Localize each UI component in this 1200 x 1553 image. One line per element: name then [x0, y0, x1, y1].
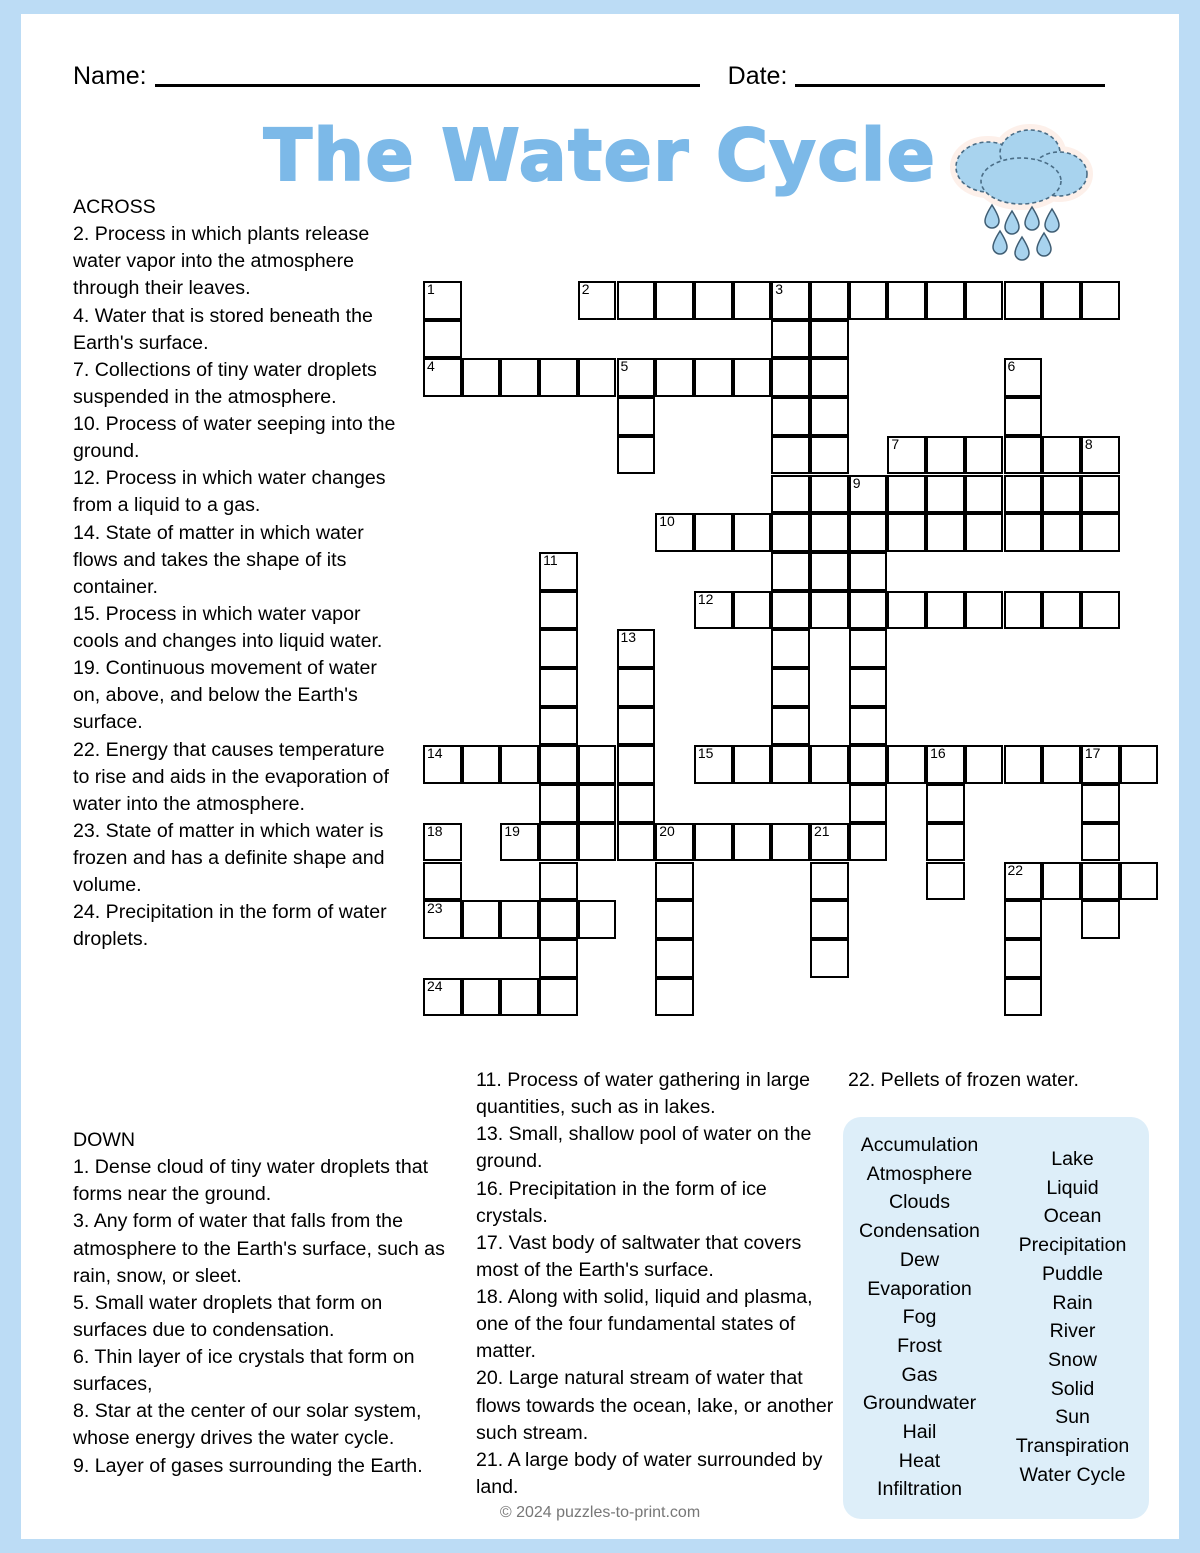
- crossword-cell[interactable]: [539, 591, 578, 630]
- word-bank-word: Groundwater: [862, 1392, 977, 1415]
- crossword-cell[interactable]: [849, 281, 888, 320]
- crossword-cell[interactable]: [849, 784, 888, 823]
- crossword-cell[interactable]: [810, 358, 849, 397]
- word-bank-word: Clouds: [889, 1191, 950, 1214]
- crossword-cell[interactable]: [539, 784, 578, 823]
- across-clue-item: 14. State of matter in which water flows and takes the shape of its container.: [73, 521, 370, 598]
- crossword-cell[interactable]: [1042, 513, 1081, 552]
- crossword-cell[interactable]: [655, 358, 694, 397]
- crossword-cell-number: 1: [427, 281, 435, 297]
- word-bank-word: Evaporation: [867, 1277, 972, 1300]
- crossword-cell-start-11[interactable]: [539, 552, 578, 591]
- word-bank-word: Rain: [1052, 1291, 1093, 1314]
- crossword-cell-number: 12: [697, 590, 714, 607]
- word-bank-column-left: [843, 1131, 996, 1519]
- crossword-cell[interactable]: [733, 823, 772, 862]
- crossword-cell[interactable]: [887, 281, 926, 320]
- crossword-cell[interactable]: [539, 745, 578, 784]
- crossword-cell[interactable]: [578, 784, 617, 823]
- word-bank-word: Lake: [1051, 1148, 1094, 1170]
- across-clue-item: 7. Collections of tiny water droplets suspended in the atmosphere.: [73, 358, 383, 408]
- crossword-cell-start-20[interactable]: [655, 823, 694, 862]
- crossword-cell[interactable]: [617, 397, 656, 436]
- worksheet-page: [21, 14, 1179, 1539]
- crossword-cell-start-2[interactable]: [578, 281, 617, 320]
- word-bank-word: Snow: [1047, 1348, 1097, 1371]
- crossword-cell[interactable]: [539, 629, 578, 668]
- crossword-cell[interactable]: [655, 939, 694, 978]
- crossword-cell[interactable]: [539, 707, 578, 746]
- crossword-cell[interactable]: [733, 591, 772, 630]
- crossword-cell[interactable]: [423, 862, 462, 901]
- crossword-cell[interactable]: [810, 862, 849, 901]
- down-clue-item: 18. Along with solid, liquid and plasma, one of the four fundamental states of matter.: [476, 1286, 819, 1363]
- name-label: Name:: [73, 62, 147, 90]
- crossword-cell[interactable]: [1042, 591, 1081, 630]
- crossword-cell[interactable]: [617, 784, 656, 823]
- crossword-cell[interactable]: [1081, 475, 1120, 514]
- down-clue-item: 6. Thin layer of ice crystals that form on surfaces,: [73, 1346, 421, 1396]
- across-clue-item: 19. Continuous movement of water on, above, and below the Earth's surface.: [73, 657, 383, 734]
- crossword-cell-number: 24: [427, 977, 443, 994]
- across-clue-item: 22. Energy that causes temperature to rise and aids in the evaporation of water into the atmosphere.: [73, 738, 395, 815]
- across-clue-heading: ACROSS: [73, 196, 156, 218]
- crossword-cell-number: 10: [659, 513, 675, 530]
- crossword-cell[interactable]: [578, 358, 617, 397]
- crossword-cell[interactable]: [1042, 862, 1081, 901]
- crossword-cell[interactable]: [810, 436, 849, 475]
- crossword-cell-number: 21: [814, 822, 830, 839]
- crossword-cell-number: 14: [427, 745, 443, 762]
- down-clue-item: 11. Process of water gathering in large quantities, such as in lakes.: [476, 1069, 816, 1119]
- crossword-cell[interactable]: [771, 629, 810, 668]
- crossword-cell[interactable]: [1081, 513, 1120, 552]
- word-bank-word: Fog: [902, 1306, 937, 1329]
- crossword-cell[interactable]: [810, 397, 849, 436]
- crossword-cell[interactable]: [539, 978, 578, 1017]
- crossword-cell[interactable]: [771, 358, 810, 397]
- crossword-cell[interactable]: [539, 668, 578, 707]
- crossword-cell-start-22[interactable]: [1004, 862, 1043, 901]
- crossword-cell[interactable]: [1004, 939, 1043, 978]
- word-bank-word: Sun: [1055, 1406, 1090, 1429]
- copyright-footer: © 2024 puzzles-to-print.com: [499, 1504, 701, 1521]
- crossword-cell[interactable]: [500, 900, 539, 939]
- word-bank-word: Hail: [902, 1421, 937, 1444]
- crossword-cell-start-18[interactable]: [423, 823, 462, 862]
- rain-cloud-icon: [926, 119, 1106, 264]
- crossword-cell[interactable]: [1042, 475, 1081, 514]
- crossword-cell[interactable]: [694, 823, 733, 862]
- crossword-cell-start-8[interactable]: [1081, 436, 1120, 475]
- crossword-cell[interactable]: [849, 552, 888, 591]
- crossword-cell[interactable]: [810, 513, 849, 552]
- crossword-cell-start-17[interactable]: [1081, 745, 1120, 784]
- crossword-cell[interactable]: [423, 320, 462, 359]
- word-bank-word: Dew: [899, 1248, 940, 1271]
- crossword-cell[interactable]: [733, 513, 772, 552]
- across-clue-item: 24. Precipitation in the form of water droplets.: [73, 901, 393, 951]
- crossword-cell[interactable]: [655, 900, 694, 939]
- crossword-cell-start-4[interactable]: [423, 358, 462, 397]
- crossword-cell[interactable]: [771, 475, 810, 514]
- word-bank-column-right: [996, 1131, 1149, 1519]
- crossword-cell[interactable]: [694, 358, 733, 397]
- crossword-cell[interactable]: [887, 745, 926, 784]
- crossword-cell[interactable]: [578, 745, 617, 784]
- crossword-cell[interactable]: [771, 513, 810, 552]
- word-bank-word: Puddle: [1041, 1262, 1103, 1285]
- across-clue-item: 2. Process in which plants release water vapor into the atmosphere through their leaves.: [73, 223, 375, 300]
- word-bank-word: Water Cycle: [1019, 1463, 1126, 1486]
- crossword-cell-start-21[interactable]: [810, 823, 849, 862]
- crossword-cell[interactable]: [655, 978, 694, 1017]
- crossword-cell[interactable]: [617, 823, 656, 862]
- crossword-cell-number: 6: [1007, 358, 1016, 375]
- crossword-grid[interactable]: [423, 281, 1129, 1021]
- crossword-cell[interactable]: [887, 475, 926, 514]
- crossword-cell[interactable]: [539, 900, 578, 939]
- crossword-cell[interactable]: [1004, 745, 1043, 784]
- crossword-cell[interactable]: [810, 900, 849, 939]
- down-clue-item: 17. Vast body of saltwater that covers most of the Earth's surface.: [476, 1231, 807, 1281]
- crossword-cell-number: 5: [620, 358, 629, 375]
- crossword-cell-number: 17: [1084, 745, 1101, 762]
- crossword-cell[interactable]: [771, 745, 810, 784]
- crossword-cell[interactable]: [810, 475, 849, 514]
- crossword-cell[interactable]: [887, 513, 926, 552]
- crossword-cell[interactable]: [500, 978, 539, 1017]
- across-clue-item: 15. Process in which water vapor cools and changes into liquid water.: [73, 602, 383, 652]
- crossword-cell[interactable]: [810, 745, 849, 784]
- crossword-cell[interactable]: [462, 745, 501, 784]
- crossword-cell[interactable]: [733, 358, 772, 397]
- crossword-cell[interactable]: [1081, 862, 1120, 901]
- crossword-cell[interactable]: [771, 436, 810, 475]
- crossword-cell[interactable]: [1004, 978, 1043, 1017]
- crossword-cell[interactable]: [771, 591, 810, 630]
- name-write-line[interactable]: [155, 62, 700, 87]
- crossword-cell[interactable]: [694, 281, 733, 320]
- crossword-cell-number: 19: [504, 822, 520, 839]
- crossword-cell-number: 18: [427, 822, 443, 839]
- word-bank-word: Infiltration: [877, 1478, 962, 1501]
- crossword-cell[interactable]: [1004, 900, 1043, 939]
- crossword-cell[interactable]: [849, 513, 888, 552]
- crossword-cell[interactable]: [771, 552, 810, 591]
- crossword-cell-number: 2: [581, 281, 590, 297]
- word-bank-word: Condensation: [859, 1220, 980, 1243]
- down-clue-item: 22. Pellets of frozen water.: [848, 1069, 1079, 1091]
- word-bank-word: Precipitation: [1018, 1234, 1127, 1257]
- crossword-cell-start-14[interactable]: [423, 745, 462, 784]
- crossword-cell[interactable]: [771, 397, 810, 436]
- crossword-cell[interactable]: [926, 823, 965, 862]
- crossword-cell[interactable]: [1004, 397, 1043, 436]
- crossword-cell[interactable]: [617, 281, 656, 320]
- crossword-cell[interactable]: [1081, 823, 1120, 862]
- crossword-cell[interactable]: [926, 281, 965, 320]
- crossword-cell[interactable]: [810, 591, 849, 630]
- crossword-cell[interactable]: [1004, 513, 1043, 552]
- crossword-cell[interactable]: [578, 900, 617, 939]
- word-bank-word: Accumulation: [860, 1134, 979, 1156]
- across-clue-list: [73, 194, 401, 954]
- crossword-cell-number: 15: [697, 745, 714, 762]
- crossword-cell[interactable]: [539, 862, 578, 901]
- name-date-row: [73, 62, 1133, 91]
- crossword-cell[interactable]: [965, 281, 1004, 320]
- crossword-cell[interactable]: [1004, 475, 1043, 514]
- word-bank-word: River: [1049, 1320, 1096, 1343]
- crossword-cell[interactable]: [694, 513, 733, 552]
- crossword-cell-number: 16: [930, 745, 946, 762]
- crossword-cell-start-7[interactable]: [887, 436, 926, 475]
- word-bank-word: Atmosphere: [866, 1162, 973, 1185]
- crossword-cell-start-19[interactable]: [500, 823, 539, 862]
- crossword-cell[interactable]: [539, 823, 578, 862]
- crossword-cell-start-16[interactable]: [926, 745, 965, 784]
- crossword-cell[interactable]: [462, 900, 501, 939]
- crossword-cell[interactable]: [849, 629, 888, 668]
- date-label: Date:: [727, 62, 788, 90]
- crossword-cell[interactable]: [617, 436, 656, 475]
- crossword-cell[interactable]: [1081, 281, 1120, 320]
- crossword-cell[interactable]: [810, 281, 849, 320]
- word-bank-word: Liquid: [1046, 1176, 1099, 1199]
- crossword-cell[interactable]: [617, 707, 656, 746]
- crossword-cell[interactable]: [926, 436, 965, 475]
- crossword-cell[interactable]: [965, 475, 1004, 514]
- crossword-cell-number: 23: [427, 900, 443, 917]
- crossword-cell-start-5[interactable]: [617, 358, 656, 397]
- crossword-cell[interactable]: [655, 281, 694, 320]
- crossword-cell-start-3[interactable]: [771, 281, 810, 320]
- crossword-cell[interactable]: [655, 862, 694, 901]
- crossword-cell-number: 3: [775, 281, 784, 297]
- crossword-cell[interactable]: [578, 823, 617, 862]
- crossword-cell-number: 11: [543, 551, 558, 568]
- crossword-cell[interactable]: [849, 668, 888, 707]
- crossword-cell-start-15[interactable]: [694, 745, 733, 784]
- date-write-line[interactable]: [795, 62, 1105, 87]
- crossword-cell[interactable]: [926, 862, 965, 901]
- crossword-cell[interactable]: [849, 707, 888, 746]
- crossword-cell[interactable]: [1042, 281, 1081, 320]
- down-clue-item: 3. Any form of water that falls from the atmosphere to the Earth's surface, such as rain, snow, or sleet.: [73, 1210, 451, 1287]
- crossword-cell[interactable]: [965, 745, 1004, 784]
- word-bank: [843, 1117, 1149, 1519]
- crossword-cell-start-23[interactable]: [423, 900, 462, 939]
- crossword-cell-number: 22: [1007, 861, 1024, 878]
- down-clue-item: 21. A large body of water surrounded by land.: [476, 1448, 828, 1498]
- crossword-cell[interactable]: [965, 591, 1004, 630]
- crossword-cell[interactable]: [810, 939, 849, 978]
- word-bank-word: Transpiration: [1015, 1435, 1130, 1458]
- down-clue-item: 8. Star at the center of our solar system, whose energy drives the water cycle.: [73, 1400, 427, 1450]
- crossword-cell[interactable]: [1042, 745, 1081, 784]
- crossword-cell[interactable]: [926, 513, 965, 552]
- word-bank-word: Frost: [897, 1334, 942, 1357]
- crossword-cell[interactable]: [462, 358, 501, 397]
- crossword-cell-number: 13: [620, 629, 637, 646]
- crossword-cell[interactable]: [926, 475, 965, 514]
- across-clue-item: 10. Process of water seeping into the ground.: [73, 413, 401, 463]
- crossword-cell[interactable]: [539, 358, 578, 397]
- crossword-cell-number: 4: [427, 358, 435, 375]
- crossword-cell[interactable]: [1042, 436, 1081, 475]
- crossword-cell[interactable]: [617, 668, 656, 707]
- crossword-cell[interactable]: [462, 978, 501, 1017]
- crossword-cell[interactable]: [771, 668, 810, 707]
- down-clue-list-column-1: [73, 1127, 453, 1480]
- across-clue-item: 23. State of matter in which water is frozen and has a definite shape and volume.: [73, 819, 391, 897]
- crossword-cell-number: 9: [852, 474, 861, 491]
- word-bank-word: Heat: [898, 1449, 941, 1472]
- crossword-cell[interactable]: [1120, 862, 1159, 901]
- across-clue-item: 12. Process in which water changes from a liquid to a gas.: [73, 467, 392, 517]
- crossword-cell-start-10[interactable]: [655, 513, 694, 552]
- page-title: The Water Cycle: [263, 114, 937, 197]
- crossword-cell[interactable]: [500, 745, 539, 784]
- crossword-cell-start-6[interactable]: [1004, 358, 1043, 397]
- crossword-cell[interactable]: [849, 591, 888, 630]
- crossword-cell[interactable]: [926, 591, 965, 630]
- crossword-cell[interactable]: [926, 784, 965, 823]
- crossword-cell[interactable]: [500, 358, 539, 397]
- crossword-cell[interactable]: [887, 591, 926, 630]
- crossword-cell-number: 20: [659, 822, 675, 839]
- crossword-cell[interactable]: [1004, 281, 1043, 320]
- crossword-cell[interactable]: [733, 745, 772, 784]
- crossword-cell-number: 7: [891, 435, 900, 452]
- crossword-cell[interactable]: [1004, 436, 1043, 475]
- crossword-cell-start-1[interactable]: [423, 281, 462, 320]
- crossword-cell[interactable]: [771, 320, 810, 359]
- crossword-cell[interactable]: [1120, 745, 1159, 784]
- word-bank-word: Ocean: [1043, 1205, 1102, 1228]
- across-clue-item: 4. Water that is stored beneath the Earth's surface.: [73, 304, 379, 354]
- crossword-cell[interactable]: [849, 745, 888, 784]
- crossword-cell[interactable]: [771, 707, 810, 746]
- down-clue-item: 1. Dense cloud of tiny water droplets that forms near the ground.: [73, 1156, 434, 1206]
- crossword-cell-start-12[interactable]: [694, 591, 733, 630]
- crossword-cell[interactable]: [810, 320, 849, 359]
- crossword-cell[interactable]: [771, 823, 810, 862]
- crossword-cell-number: 8: [1084, 435, 1093, 452]
- word-bank-word: Gas: [901, 1363, 938, 1386]
- crossword-cell[interactable]: [1004, 591, 1043, 630]
- crossword-cell[interactable]: [733, 281, 772, 320]
- crossword-cell[interactable]: [849, 823, 888, 862]
- down-clue-list-column-2: [476, 1067, 839, 1501]
- down-clue-heading: DOWN: [73, 1129, 136, 1151]
- crossword-cell[interactable]: [539, 939, 578, 978]
- crossword-cell-start-9[interactable]: [849, 475, 888, 514]
- down-clue-item: 9. Layer of gases surrounding the Earth.: [73, 1454, 423, 1477]
- down-clue-item: 13. Small, shallow pool of water on the ground.: [476, 1123, 817, 1173]
- crossword-cell-start-13[interactable]: [617, 629, 656, 668]
- crossword-cell-start-24[interactable]: [423, 978, 462, 1017]
- crossword-cell[interactable]: [1081, 900, 1120, 939]
- down-clue-item: 16. Precipitation in the form of ice crystals.: [476, 1177, 773, 1227]
- crossword-cell[interactable]: [965, 513, 1004, 552]
- crossword-cell[interactable]: [965, 436, 1004, 475]
- down-clue-item: 20. Large natural stream of water that flows towards the ocean, lake, or another such stream.: [476, 1367, 839, 1444]
- down-clue-list-column-3: [848, 1067, 1148, 1094]
- crossword-cell[interactable]: [810, 552, 849, 591]
- word-bank-word: Solid: [1050, 1377, 1095, 1400]
- crossword-cell[interactable]: [1081, 591, 1120, 630]
- crossword-cell[interactable]: [1081, 784, 1120, 823]
- down-clue-item: 5. Small water droplets that form on surfaces due to condensation.: [73, 1291, 388, 1341]
- crossword-cell[interactable]: [617, 745, 656, 784]
